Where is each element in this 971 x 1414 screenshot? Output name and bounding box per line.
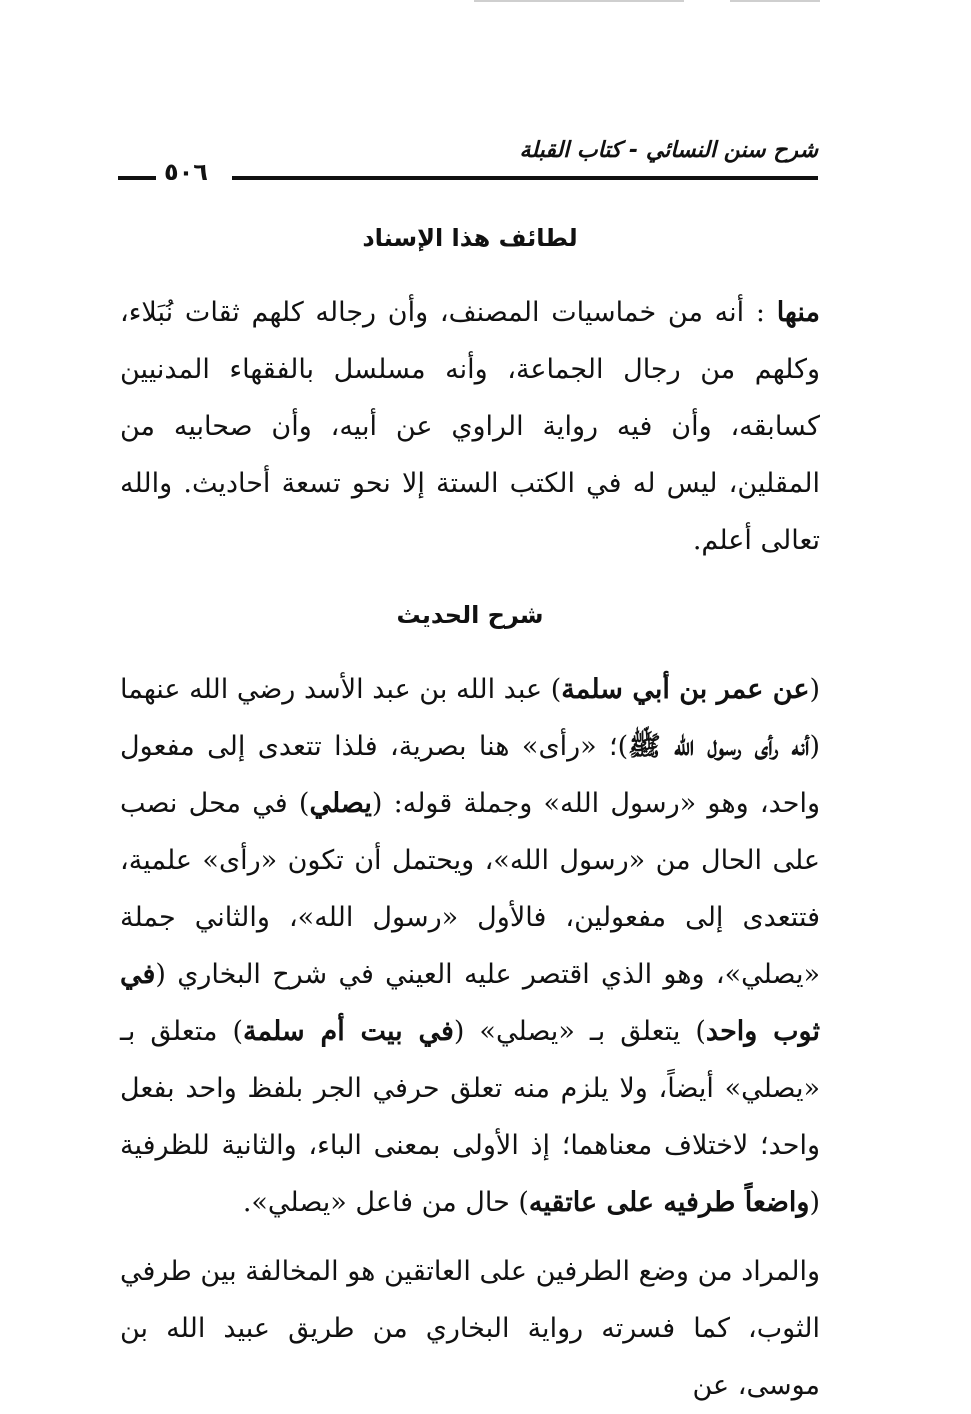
page-number-dash	[118, 176, 156, 180]
section-heading-sharh: شرح الحديث	[396, 601, 544, 629]
text-run: ) حال من فاعل «يصلي».	[242, 1187, 529, 1218]
scan-artifact-line	[730, 0, 820, 2]
text-run: ) في محل نصب على الحال من «رسول الله»، ويحتمل أن تكون «رأى» علمية، فتتعدى إلى مفعولين، فالأول «رسول الله»، والثاني جملة «يصلي»، وهو الذي اقتصر عليه العيني في شرح البخاري (	[120, 788, 820, 990]
paragraph-text: : أنه من خماسيات المصنف، وأن رجاله كلهم ثقات نُبَلاء، وكلهم من رجال الجماعة، وأنه مسلسل بالفقهاء المدنيين كسابقه، وأن فيه رواية الراوي عن أبيه، وأن صحابيه من المقلين، ليس له في الكتب الستة إلا نحو تسعة أحاديث. والله تعالى أعلم.	[120, 297, 820, 556]
page-header	[118, 138, 818, 188]
header-rule	[232, 176, 818, 180]
hadith-quote: يصلي	[309, 788, 372, 819]
text-run: ) عبد الله بن عبد الأسد رضي الله عنهما (	[120, 674, 820, 762]
running-title: شرح سنن النسائي - كتاب القبلة	[519, 138, 818, 163]
hadith-quote: في بيت أم سلمة	[243, 1016, 454, 1047]
hadith-quote: عن عمر بن أبي سلمة	[561, 674, 810, 705]
paragraph-isnad	[120, 284, 820, 569]
page-body	[120, 216, 820, 1414]
page-number: ٥٠٦	[164, 158, 208, 186]
scan-artifact-line	[474, 0, 684, 2]
hadith-quote: واضعاً طرفيه على عاتقيه	[528, 1187, 810, 1218]
text-run: ) يتعلق بـ «يصلي» (	[453, 1016, 706, 1047]
paragraph-sharh-1	[120, 661, 820, 1231]
text-run: )؛ «رأى» هنا بصرية، فلذا تتعدى إلى مفعول واحد، وهو «رسول الله» وجملة قوله: (	[120, 731, 820, 819]
section-heading-isnad: لطائف هذا الإسناد	[362, 224, 578, 252]
text-run: (	[809, 674, 820, 705]
paragraph-sharh-2: والمراد من وضع الطرفين على العاتقين هو المخالفة بين طرفي الثوب، كما فسرته رواية البخاري من طريق عبيد الله بن موسى، عن	[120, 1256, 820, 1401]
hadith-quote: في ثوب واحد	[120, 959, 820, 1047]
hadith-quote: أنه رأى رسول الله ﷺ	[628, 731, 810, 762]
text-run: ) متعلق بـ «يصلي» أيضاً، ولا يلزم منه تعلق حرفي الجر بلفظ واحد بفعل واحد؛ لاختلاف معناهما؛ إذ الأولى بمعنى الباء، والثانية للظرفية (	[120, 1016, 820, 1218]
lead-word: منها	[776, 297, 820, 328]
